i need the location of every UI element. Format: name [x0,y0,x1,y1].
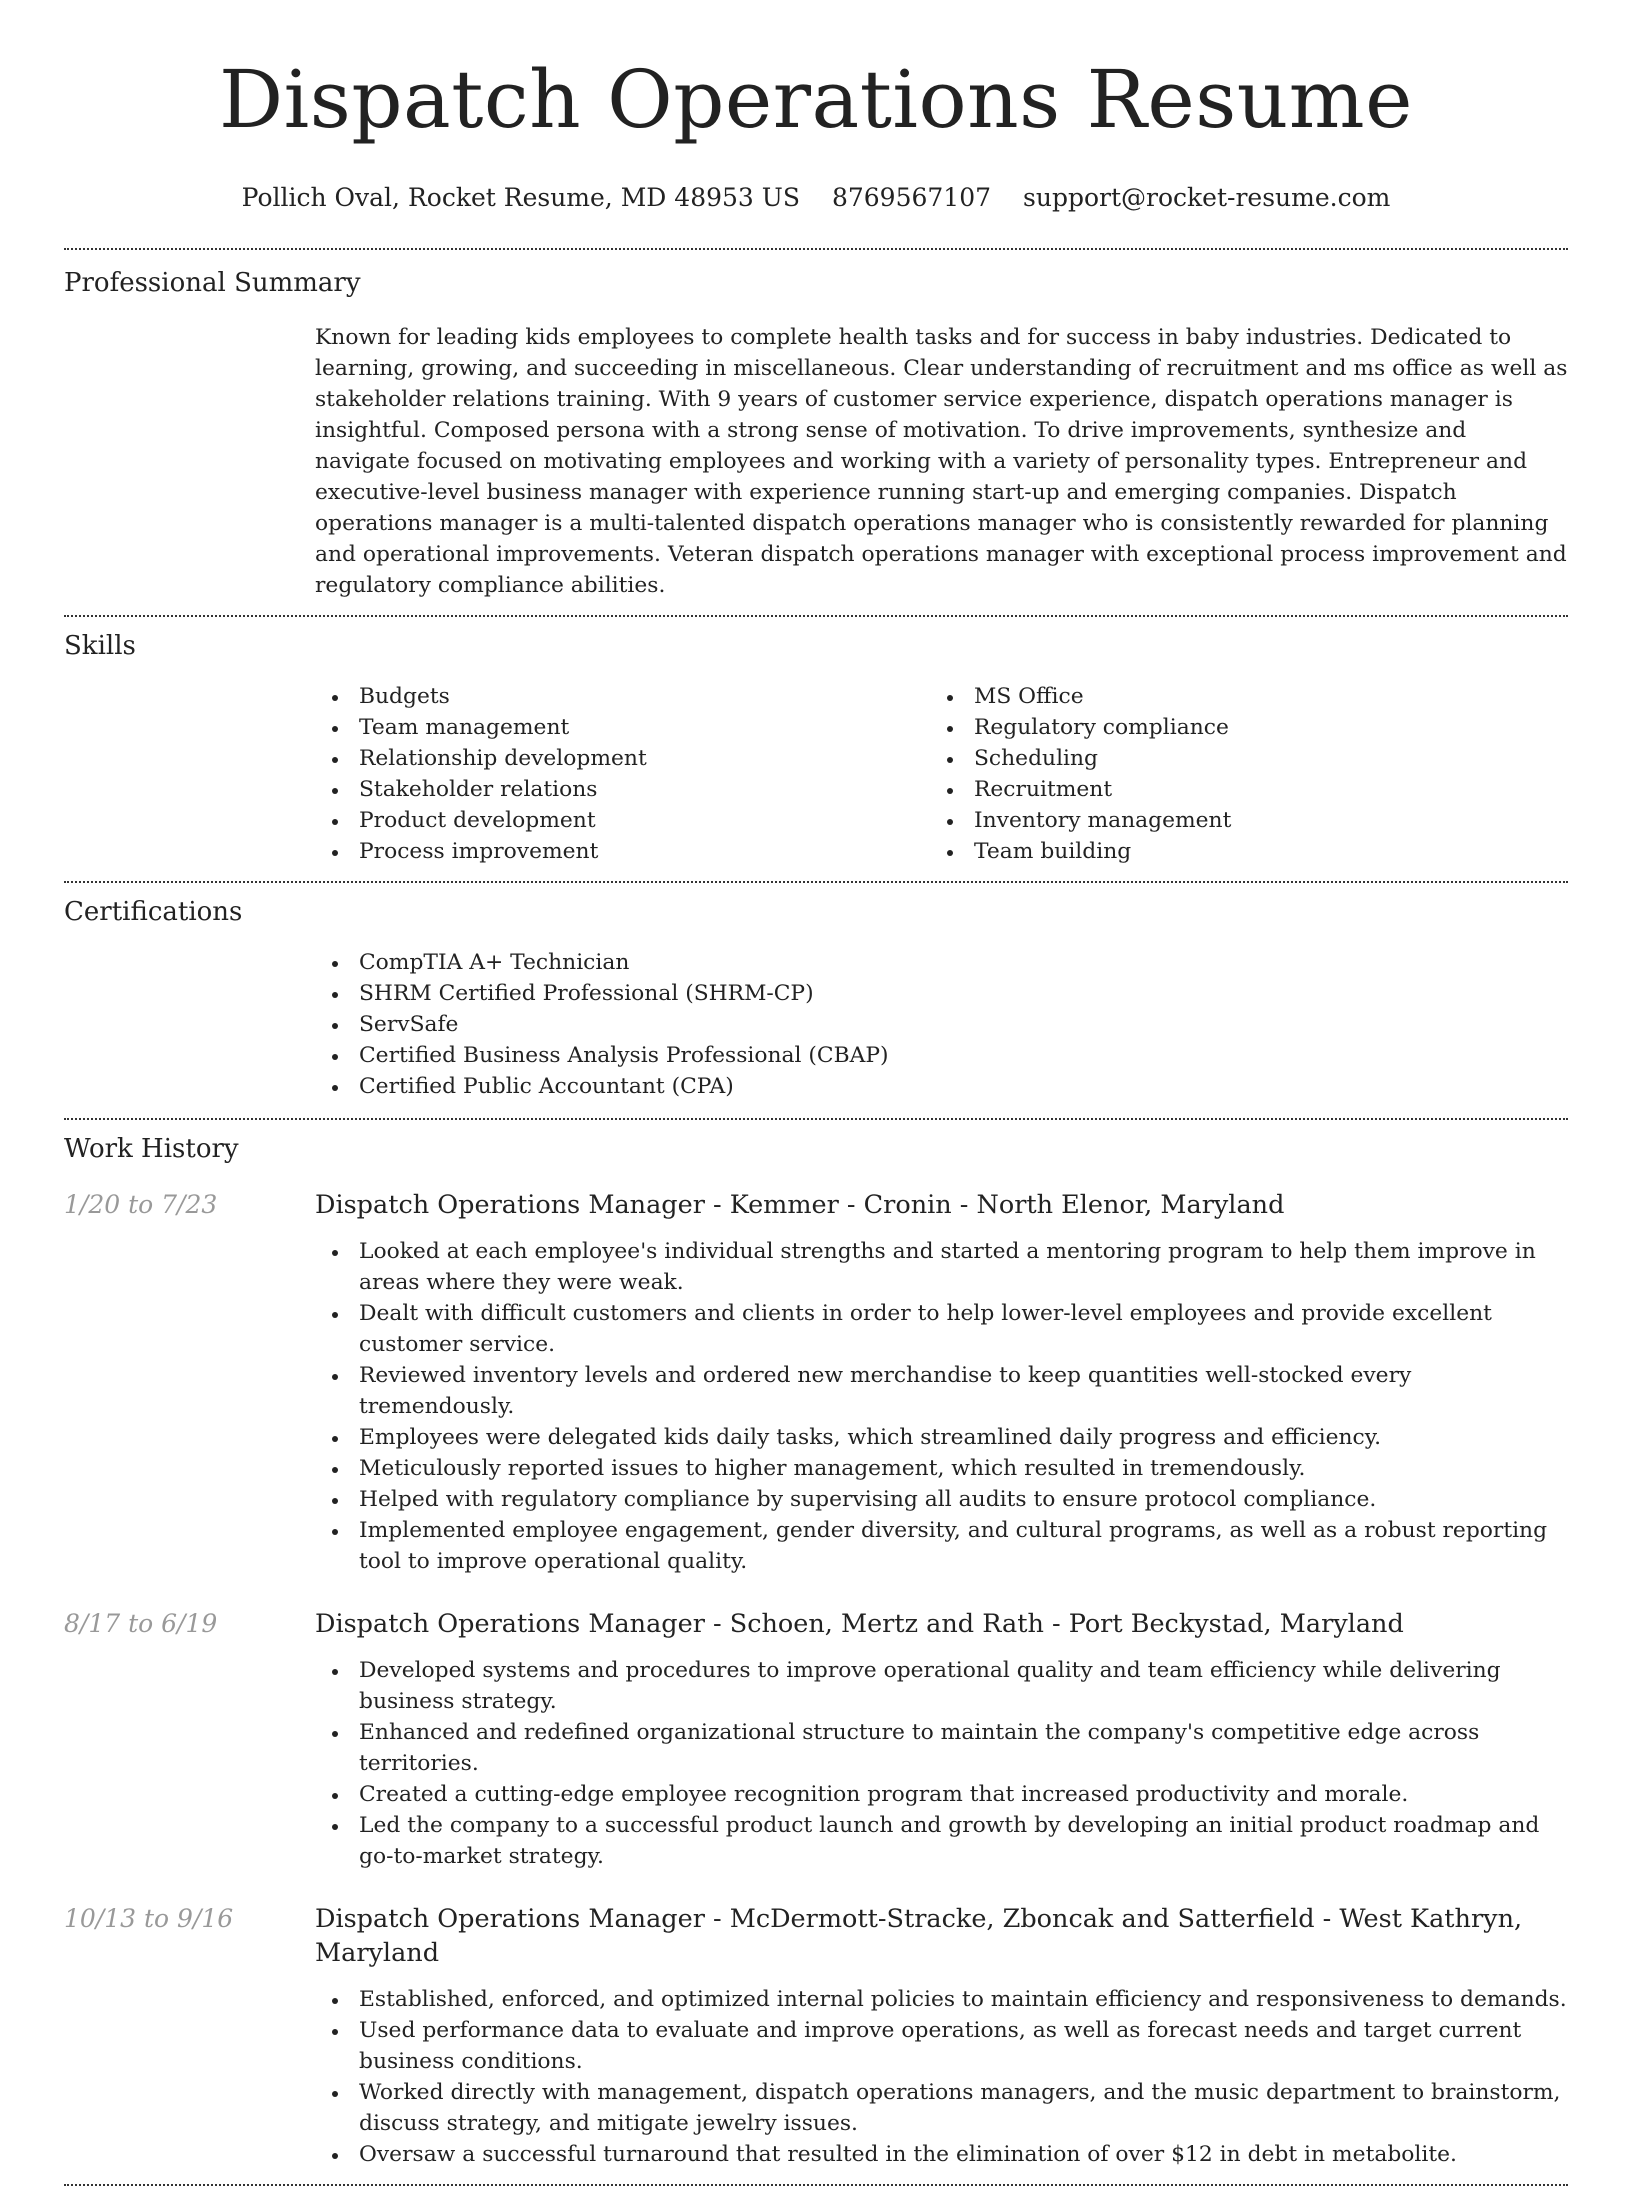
resume-title: Dispatch Operations Resume [219,53,1413,146]
job-bullet: Developed systems and procedures to improve operational quality and team efficiency while delivering business strategy. [315,1655,1568,1717]
skill-item: Inventory management [930,805,1545,836]
job-bullet: Worked directly with management, dispatch operations managers, and the music department to brainstorm, discuss strategy, and mitigate jewelry issues. [315,2077,1568,2139]
job-bullets [315,1984,1568,2170]
job-bullet: Looked at each employee's individual strengths and started a mentoring program to help them improve in areas where they were weak. [315,1236,1568,1298]
contact-address: Pollich Oval, Rocket Resume, MD 48953 US [241,183,800,212]
certification-item: SHRM Certified Professional (SHRM-CP) [315,978,1568,1009]
section-heading-summary: Professional Summary [64,268,361,298]
job-bullet: Led the company to a successful product launch and growth by developing an initial product roadmap and go-to-market strategy. [315,1810,1568,1872]
skill-item: Team building [930,836,1545,867]
certifications-section [64,883,1568,1118]
skills-section [64,617,1568,881]
job-title: Dispatch Operations Manager - Kemmer - Cronin - North Elenor, Maryland [315,1190,1285,1220]
skill-item: Product development [315,805,930,836]
job-bullet: Meticulously reported issues to higher management, which resulted in tremendously. [315,1453,1568,1484]
job-bullet: Used performance data to evaluate and improve operations, as well as forecast needs and target current business conditions. [315,2015,1568,2077]
job-dates: 10/13 to 9/16 [64,1904,234,1933]
contact-email: support@rocket-resume.com [1023,183,1391,212]
job-bullets [315,1655,1568,1872]
skill-item: Budgets [315,681,930,712]
job-content [315,1902,1568,2170]
contact-phone: 8769567107 [831,183,992,212]
certification-item: Certified Public Accountant (CPA) [315,1071,1568,1102]
section-heading-certifications: Certifications [64,897,243,927]
job-bullet: Enhanced and redefined organizational structure to maintain the company's competitive edge across territories. [315,1717,1568,1779]
job-bullet: Implemented employee engagement, gender diversity, and cultural programs, as well as a robust reporting tool to improve operational quality. [315,1515,1568,1577]
job-bullet: Established, enforced, and optimized internal policies to maintain efficiency and responsiveness to demands. [315,1984,1568,2015]
job-title: Dispatch Operations Manager - McDermott-Stracke, Zboncak and Satterfield - West Kathryn, Maryland [315,1904,1523,1968]
job-bullet: Helped with regulatory compliance by supervising all audits to ensure protocol compliance. [315,1484,1568,1515]
skill-item: Recruitment [930,774,1545,805]
resume-header [64,0,1568,214]
certification-item: Certified Business Analysis Professional (CBAP) [315,1040,1568,1071]
job-content [315,1188,1568,1577]
job-bullet: Employees were delegated kids daily tasks, which streamlined daily progress and efficiency. [315,1422,1568,1453]
job-bullet: Dealt with difficult customers and clients in order to help lower-level employees and provide excellent customer service. [315,1298,1568,1360]
skill-item: Relationship development [315,743,930,774]
skill-item: Process improvement [315,836,930,867]
job-bullet: Oversaw a successful turnaround that resulted in the elimination of over $12 in debt in metabolite. [315,2139,1568,2170]
skills-list-left [315,681,930,867]
job-entry [64,1188,1568,1577]
job-title: Dispatch Operations Manager - Schoen, Mertz and Rath - Port Beckystad, Maryland [315,1609,1404,1639]
resume-page [64,0,1568,2186]
section-heading-work-history: Work History [64,1134,239,1164]
contact-line [64,182,1568,214]
skill-item: Team management [315,712,930,743]
summary-text: Known for leading kids employees to complete health tasks and for success in baby industries. Dedicated to learning, growing, and succeeding in miscellaneous. Clear understanding of recruitment and ms office as well as stakeholder relations training. With 9 years of customer service experience, dispatch operations manager is insightful. Composed persona with a strong sense of motivation. To drive improvements, synthesize and navigate focused on motivating employees and working with a variety of personality types. Entrepreneur and executive-level business manager with experience running start-up and emerging companies. Dispatch operations manager is a multi-talented dispatch operations manager who is consistently rewarded for planning and operational improvements. Veteran dispatch operations manager with exceptional process improvement and regulatory compliance abilities. [315,325,1568,598]
skill-item: Regulatory compliance [930,712,1545,743]
section-heading-skills: Skills [64,631,136,661]
job-bullet: Created a cutting-edge employee recognition program that increased productivity and morale. [315,1779,1568,1810]
job-entry [64,1607,1568,1872]
job-entry [64,1902,1568,2170]
job-dates: 8/17 to 6/19 [64,1609,218,1638]
certifications-content [315,947,1568,1102]
certification-item: ServSafe [315,1009,1568,1040]
skill-item: MS Office [930,681,1545,712]
certifications-list [315,947,1568,1102]
job-dates: 1/20 to 7/23 [64,1190,218,1219]
job-content [315,1607,1568,1872]
skills-list-right [930,681,1545,867]
work-history-section [64,1120,1568,2170]
skill-item: Scheduling [930,743,1545,774]
skills-content [315,681,1568,867]
skill-item: Stakeholder relations [315,774,930,805]
job-bullet: Reviewed inventory levels and ordered new merchandise to keep quantities well-stocked every tremendously. [315,1360,1568,1422]
professional-summary-section [64,250,1568,615]
job-bullets [315,1236,1568,1577]
certification-item: CompTIA A+ Technician [315,947,1568,978]
summary-content [315,322,1568,601]
